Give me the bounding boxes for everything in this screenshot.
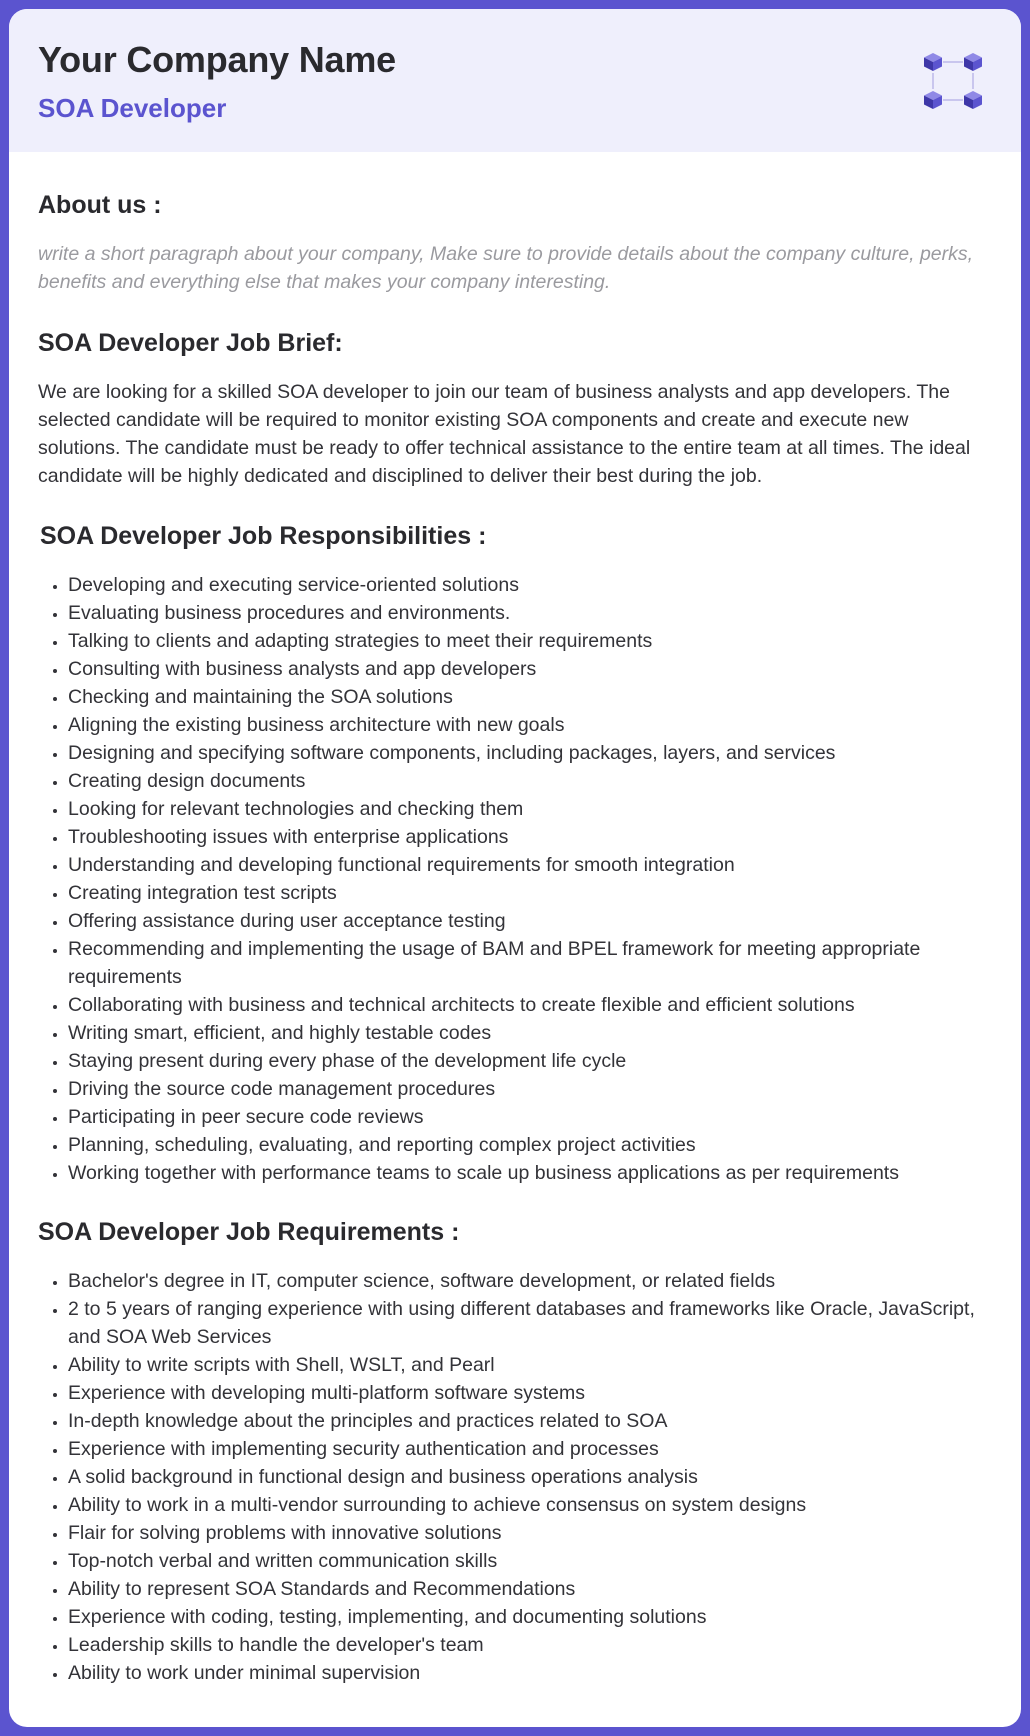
list-item: • Flair for solving problems with innovative solutions bbox=[68, 1519, 992, 1547]
about-text: write a short paragraph about your company, Make sure to provide details about the company culture, perks, benefits and everything else that makes your company interesting. bbox=[38, 243, 974, 293]
brief-heading: SOA Developer Job Brief: bbox=[38, 329, 343, 357]
list-item: • 2 to 5 years of ranging experience with using different databases and frameworks like Oracle, JavaScript, and SOA Web Services bbox=[68, 1295, 992, 1351]
list-item: • Talking to clients and adapting strategies to meet their requirements bbox=[68, 627, 992, 655]
list-item: • Staying present during every phase of the development life cycle bbox=[68, 1047, 992, 1075]
list-item: • Experience with implementing security authentication and processes bbox=[68, 1435, 992, 1463]
connected-cubes-logo-icon bbox=[921, 49, 985, 113]
list-item: • Ability to work in a multi-vendor surrounding to achieve consensus on system designs bbox=[68, 1491, 992, 1519]
list-item: • Ability to write scripts with Shell, WSLT, and Pearl bbox=[68, 1351, 992, 1379]
list-item: • Understanding and developing functional requirements for smooth integration bbox=[68, 851, 992, 879]
list-item: • Recommending and implementing the usage of BAM and BPEL framework for meeting appropriate requirements bbox=[68, 935, 992, 991]
list-item: • Consulting with business analysts and app developers bbox=[68, 655, 992, 683]
list-item: • Designing and specifying software components, including packages, layers, and services bbox=[68, 739, 992, 767]
list-item: • Experience with developing multi-platform software systems bbox=[68, 1379, 992, 1407]
list-item: • Evaluating business procedures and environments. bbox=[68, 599, 992, 627]
job-description-card bbox=[9, 9, 1021, 1727]
list-item: • Top-notch verbal and written communication skills bbox=[68, 1547, 992, 1575]
list-item: • In-depth knowledge about the principles and practices related to SOA bbox=[68, 1407, 992, 1435]
list-item: • Ability to work under minimal supervision bbox=[68, 1659, 992, 1687]
list-item: • Checking and maintaining the SOA solutions bbox=[68, 683, 992, 711]
company-name: Your Company Name bbox=[38, 39, 397, 80]
list-item: • Leadership skills to handle the developer's team bbox=[68, 1631, 992, 1659]
list-item: • Driving the source code management procedures bbox=[68, 1075, 992, 1103]
list-item: • A solid background in functional design and business operations analysis bbox=[68, 1463, 992, 1491]
list-item: • Ability to represent SOA Standards and Recommendations bbox=[68, 1575, 992, 1603]
list-item: • Troubleshooting issues with enterprise applications bbox=[68, 823, 992, 851]
list-item: • Looking for relevant technologies and checking them bbox=[68, 795, 992, 823]
brief-text: We are looking for a skilled SOA developer to join our team of business analysts and app developers. The selected candidate will be required to monitor existing SOA components and create and execute new solutions. The candidate must be ready to offer technical assistance to the entire team at all times. The ideal candidate will be highly dedicated and disciplined to deliver their best during the job. bbox=[38, 381, 971, 487]
list-item: • Bachelor's degree in IT, computer science, software development, or related fields bbox=[68, 1267, 992, 1295]
list-item: • Developing and executing service-oriented solutions bbox=[68, 571, 992, 599]
list-item: • Collaborating with business and technical architects to create flexible and efficient solutions bbox=[68, 991, 992, 1019]
list-item: • Offering assistance during user acceptance testing bbox=[68, 907, 992, 935]
list-item: • Participating in peer secure code reviews bbox=[68, 1103, 992, 1131]
requirements-list bbox=[38, 1267, 992, 1687]
responsibilities-list bbox=[38, 571, 992, 1187]
list-item: • Working together with performance teams to scale up business applications as per requirements bbox=[68, 1159, 992, 1187]
responsibilities-heading: SOA Developer Job Responsibilities : bbox=[40, 522, 487, 550]
content bbox=[9, 152, 1021, 1687]
list-item: • Aligning the existing business architecture with new goals bbox=[68, 711, 992, 739]
requirements-heading: SOA Developer Job Requirements : bbox=[38, 1218, 460, 1246]
list-item: • Experience with coding, testing, implementing, and documenting solutions bbox=[68, 1603, 992, 1631]
list-item: • Writing smart, efficient, and highly testable codes bbox=[68, 1019, 992, 1047]
about-heading: About us : bbox=[38, 191, 162, 219]
list-item: • Planning, scheduling, evaluating, and reporting complex project activities bbox=[68, 1131, 992, 1159]
job-title: SOA Developer bbox=[38, 93, 227, 123]
header bbox=[9, 9, 1021, 152]
list-item: • Creating integration test scripts bbox=[68, 879, 992, 907]
list-item: • Creating design documents bbox=[68, 767, 992, 795]
